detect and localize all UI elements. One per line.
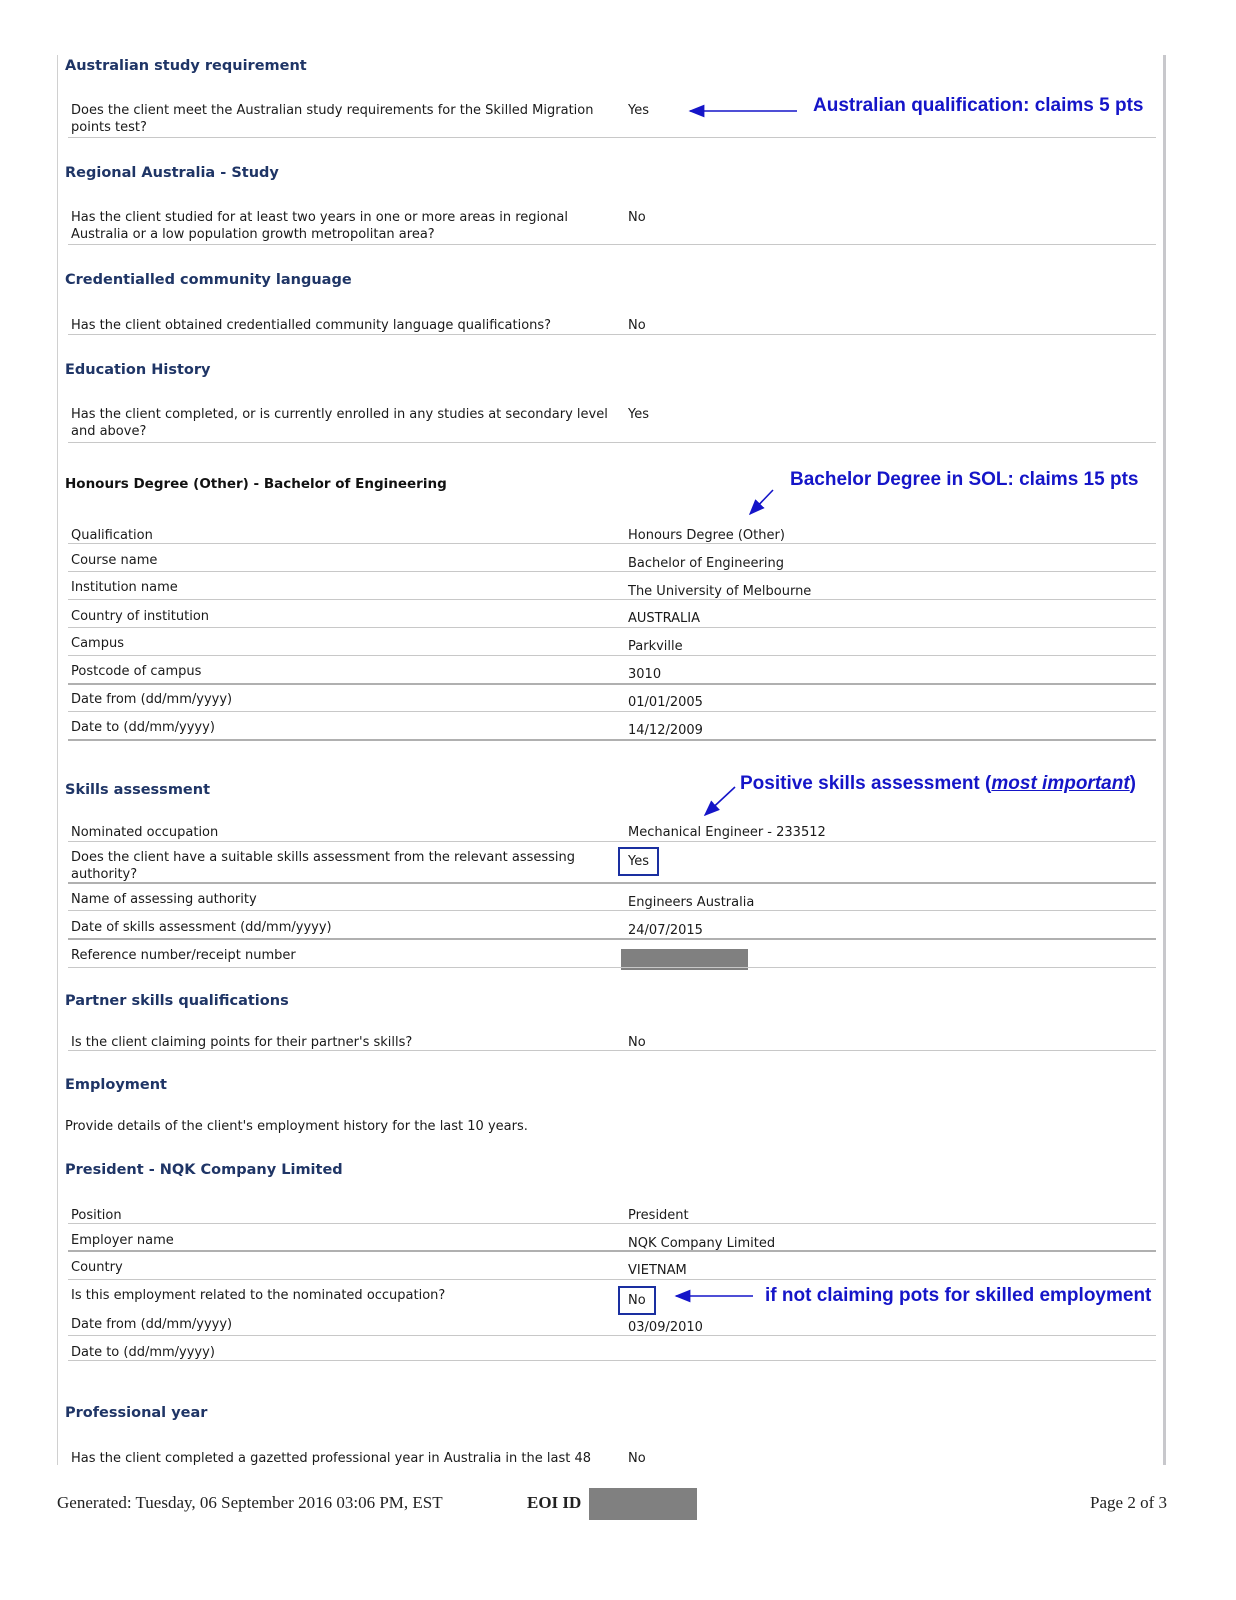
field-label: Date of skills assessment (dd/mm/yyyy) xyxy=(71,920,332,935)
field-label: Country xyxy=(71,1260,123,1275)
field-value: NQK Company Limited xyxy=(628,1236,776,1251)
field-label: Does the client have a suitable skills assessment from the relevant assessing authority? xyxy=(71,850,576,882)
field-value: VIETNAM xyxy=(628,1263,687,1278)
answer-value: No xyxy=(628,1451,646,1466)
answer-value: No xyxy=(628,318,646,333)
field-value: Parkville xyxy=(628,639,683,654)
annotation-australian-qualification: Australian qualification: claims 5 pts xyxy=(813,95,1144,116)
field-label: Campus xyxy=(71,636,124,651)
employment-instructions: Provide details of the client's employment history for the last 10 years. xyxy=(65,1119,528,1134)
field-value-highlighted: Yes xyxy=(618,847,659,876)
section-heading-degree: Honours Degree (Other) - Bachelor of Engineering xyxy=(65,476,447,492)
field-value: 03/09/2010 xyxy=(628,1320,703,1335)
annotation-employment: if not claiming pots for skilled employment xyxy=(765,1285,1152,1306)
answer-value: No xyxy=(628,1035,646,1050)
field-value: 01/01/2005 xyxy=(628,695,703,710)
field-value: President xyxy=(628,1208,689,1223)
field-value-highlighted: No xyxy=(618,1286,656,1315)
field-value: Mechanical Engineer - 233512 xyxy=(628,825,826,840)
section-heading-partner: Partner skills qualifications xyxy=(65,993,289,1009)
field-label: Institution name xyxy=(71,580,178,595)
field-label: Is this employment related to the nominated occupation? xyxy=(71,1288,446,1303)
field-label: Country of institution xyxy=(71,609,210,624)
section-heading-employment: Employment xyxy=(65,1077,167,1093)
question-label: Is the client claiming points for their partner's skills? xyxy=(71,1035,413,1050)
question-label: Has the client completed a gazetted professional year in Australia in the last 48 xyxy=(71,1451,591,1466)
annotation-emphasis: most important xyxy=(991,773,1130,794)
field-label: Qualification xyxy=(71,528,153,543)
question-label: Has the client studied for at least two years in one or more areas in regional Australia or a low population growth metropolitan area? xyxy=(71,210,568,242)
arrow-icon xyxy=(750,490,773,514)
section-heading-skills: Skills assessment xyxy=(65,782,211,798)
question-label: Does the client meet the Australian study requirements for the Skilled Migration points test? xyxy=(71,103,594,135)
field-label: Date to (dd/mm/yyyy) xyxy=(71,720,215,735)
field-label: Date to (dd/mm/yyyy) xyxy=(71,1345,215,1360)
field-label: Course name xyxy=(71,553,158,568)
section-heading-prof_year: Professional year xyxy=(65,1405,208,1421)
section-heading-education: Education History xyxy=(65,362,211,378)
answer-value: No xyxy=(628,210,646,225)
page-number: Page 2 of 3 xyxy=(1090,1493,1167,1512)
section-heading-regional: Regional Australia - Study xyxy=(65,165,279,181)
question-label: Has the client obtained credentialled community language qualifications? xyxy=(71,318,552,333)
section-heading-language: Credentialled community language xyxy=(65,272,352,288)
field-label: Reference number/receipt number xyxy=(71,948,296,963)
eoi-id-redacted xyxy=(589,1488,697,1520)
annotation-text: ) xyxy=(1129,773,1136,794)
field-label: Name of assessing authority xyxy=(71,892,257,907)
field-label: Postcode of campus xyxy=(71,664,202,679)
annotation-bachelor-degree: Bachelor Degree in SOL: claims 15 pts xyxy=(790,469,1139,490)
arrow-icon xyxy=(705,787,735,815)
section-heading-job: President - NQK Company Limited xyxy=(65,1162,343,1178)
annotation-text: Positive skills assessment ( xyxy=(740,773,992,794)
field-label: Date from (dd/mm/yyyy) xyxy=(71,1317,233,1332)
field-value: 14/12/2009 xyxy=(628,723,703,738)
field-label: Nominated occupation xyxy=(71,825,219,840)
field-label: Position xyxy=(71,1208,122,1223)
field-value: Bachelor of Engineering xyxy=(628,556,784,571)
generated-timestamp: Generated: Tuesday, 06 September 2016 03:06 PM, EST xyxy=(57,1493,443,1512)
annotation-skills-assessment xyxy=(740,773,1136,795)
field-label: Employer name xyxy=(71,1233,174,1248)
answer-value: Yes xyxy=(628,407,649,422)
field-value: 3010 xyxy=(628,667,662,682)
question-label: Has the client completed, or is currently enrolled in any studies at secondary level and above? xyxy=(71,407,608,439)
section-heading-aus_study: Australian study requirement xyxy=(65,58,307,74)
answer-value: Yes xyxy=(628,103,649,118)
field-value: The University of Melbourne xyxy=(628,584,812,599)
field-value: Engineers Australia xyxy=(628,895,755,910)
field-value: AUSTRALIA xyxy=(628,611,700,626)
eoi-id-label: EOI ID xyxy=(527,1493,582,1512)
field-value: 24/07/2015 xyxy=(628,923,703,938)
field-label: Date from (dd/mm/yyyy) xyxy=(71,692,233,707)
field-value: Honours Degree (Other) xyxy=(628,528,785,543)
